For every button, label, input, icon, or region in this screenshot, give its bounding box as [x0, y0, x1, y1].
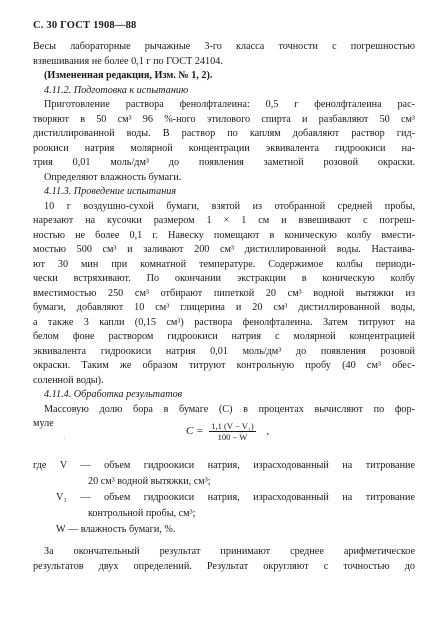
- text-line: 4.11.3. Проведение испытания: [44, 186, 177, 197]
- text-line: соленной воды).: [33, 374, 104, 386]
- definition-line: контрольной пробы, см³;: [88, 508, 196, 519]
- text-line: а также 3 капли (0,15 см³) раствора фенолфталеина. Затем титруют на: [33, 316, 415, 328]
- formula-lhs: C =: [186, 425, 204, 438]
- text-line: муле: [33, 418, 54, 429]
- text-line: ют 30 мин при комнатной температуре. Содержимое колбы периоди-: [33, 258, 415, 270]
- text-line: Весы лабораторные рычажные 3-го класса точности с погрешностью: [33, 41, 415, 52]
- text-line: роокиси натрия молярной концентрации эквивалента гидроокиси на-: [33, 142, 415, 154]
- text-line: Приготовление раствора фенолфталеина: 0,5 г фенолфталеина рас-: [44, 99, 415, 110]
- text-line: дистиллированной воды. В раствор по каплям добавляют раствор гид-: [33, 128, 415, 139]
- text-line: взвешивания не более 0,1 г по ГОСТ 24104.: [33, 55, 223, 67]
- text-line: 10 г воздушно-сухой бумаги, взятой из отобранной средней пробы,: [44, 200, 415, 212]
- closing-line: За окончательный результат принимают среднее арифметическое: [44, 546, 415, 557]
- text-line: 4.11.2. Подготовка к испытанию: [44, 84, 189, 96]
- text-line: бумаги, добавляют 10 см³ глицерина и 20 см³ дистиллированной воды,: [33, 302, 415, 313]
- definition-line: где V — объем гидроокиси натрия, израсходованный на титрование: [33, 460, 415, 471]
- page-header: С. 30 ГОСТ 1908—88: [33, 20, 137, 31]
- formula-trail: ,: [266, 425, 270, 438]
- text-line: Массовую долю бора в бумаге (C) в процентах вычисляют по фор-: [44, 403, 415, 415]
- text-line: трия 0,01 моль/дм³ до появления заметной розовой окраски.: [33, 157, 415, 168]
- text-line: чески встряхивают. По окончании экстракции в коническую колбу: [33, 273, 415, 284]
- text-line: 4.11.4. Обработка результатов: [44, 389, 183, 400]
- definition-line: 20 см³ водной вытяжки, см³;: [88, 476, 211, 487]
- text-line: вместимостью 250 см³ отбирают пипеткой 20 см³ водной вытяжки из: [33, 287, 415, 299]
- text-line: ностью не более 0,1 г. Навеску помещают в коническую колбу вмести-: [33, 229, 415, 241]
- text-line: мостью 500 см³ и заливают 200 см³ дистиллированной воды. Настаива-: [33, 244, 415, 255]
- formula-fraction: [209, 421, 255, 442]
- text-line: творяют в 50 см³ 96 %-ного этилового спирта и разбавляют 50 см³: [33, 113, 415, 125]
- formula-numerator: 1,1 (V − V₁): [211, 421, 254, 431]
- text-line: эквивалента гидроокиси натрия 0,01 моль/дм³ до появления розовой: [33, 345, 415, 357]
- margin-dot: .: [64, 435, 66, 441]
- text-line: нарезают на кусочки размером 1 × 1 см и взвешивают с погреш-: [33, 215, 415, 226]
- text-line: Определяют влажность бумаги.: [44, 171, 182, 183]
- text-line: белом фоне раствором гидроокиси натрия с молярной концентрацией: [33, 331, 415, 342]
- closing-line: результатов двух определений. Результат округляют с точностью до: [33, 560, 415, 572]
- text-line: окраски. Таким же образом титруют контрольную пробу (40 см³ обес-: [33, 360, 415, 371]
- text-line: (Измененная редакция, Изм. № 1, 2).: [44, 70, 213, 81]
- formula-denominator: 100 − W: [217, 432, 248, 442]
- definition-line: V₁ — объем гидроокиси натрия, израсходованный на титрование: [56, 492, 415, 503]
- definition-line: W — влажность бумаги, %.: [56, 524, 176, 535]
- boron-formula: [186, 421, 269, 442]
